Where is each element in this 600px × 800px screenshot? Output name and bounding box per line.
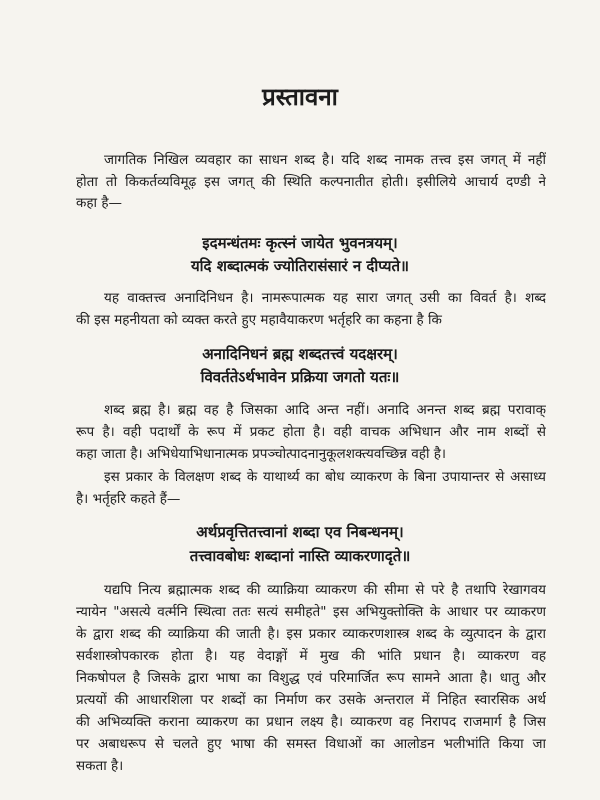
text-line: कहा जाता है। अभिधेयाभिधानात्मक प्रपञ्चोत्पादनानुकूलशक्त्यवच्छिन्न वही है। [76,446,447,462]
text-line: के द्वारा शब्द की व्याक्रिया की जाती है। इस प्रकार व्याकरणशास्त्र शब्द के व्युत्पादन के द्वारा [76,626,546,642]
text-line: पर अबाधरूप से चलते हुए भाषा की समस्त विधाओं का आलोडन भलीभांति किया जा [76,736,546,752]
text-line: यह वाक्तत्त्व अनादिनिधन है। नामरूपात्मक यह सारा जगत् उसी का विवर्त है। शब्द [104,290,546,306]
text-line: सर्वशास्त्रोपकारक होता है। यह वेदाङ्गों में मुख की भांति प्रधान है। व्याकरण वह [76,648,546,664]
text-line: रूप है। वही पदार्थों के रूप में प्रकट होता है। वही वाचक अभिधान और नाम शब्दों से [76,424,546,440]
verse-line: विवर्ततेऽर्थभावेन प्रक्रिया जगतो यतः॥ [200,368,400,386]
text-line: होता तो किकर्तव्यविमूढ़ इस जगत् की स्थिति कल्पनातीत होती। इसीलिये आचार्य दण्डी ने [76,174,546,190]
verse-line: अनादिनिधनं ब्रह्म शब्दतत्त्वं यदक्षरम्। [202,345,398,363]
text-line: यद्यपि नित्य ब्रह्मात्मक शब्द की व्याक्रिया व्याकरण की सीमा से परे है तथापि रेखागवय [104,582,546,598]
page-title: प्रस्तावना [262,83,338,111]
verse-line: इदमन्धंतमः कृत्स्नं जायेत भुवनत्रयम्। [202,234,398,252]
text-line: शब्द ब्रह्म है। ब्रह्म वह है जिसका आदि अन्त नहीं। अनादि अनन्त शब्द ब्रह्म परावाक् [104,402,546,418]
text-line: है। भर्तृहरि कहते हैं— [76,491,181,507]
verse-line: अर्थप्रवृत्तितत्त्वानां शब्दा एव निबन्धनम्। [196,523,404,541]
text-line: की इस महनीयता को व्यक्त करते हुए महावैयाकरण भर्तृहरि का कहना है कि [76,312,442,328]
text-line: इस प्रकार के विलक्षण शब्द के याथार्थ्य का बोध व्याकरण के बिना उपायान्तर से असाध्य [104,469,546,485]
text-line: जागतिक निखिल व्यवहार का साधन शब्द है। यदि शब्द नामक तत्त्व इस जगत् में नहीं [104,152,546,168]
text-line: सकता है। [76,758,124,774]
text-line: निकषोपल है जिसके द्वारा भाषा का विशुद्ध एवं परिमार्जित रूप सामने आता है। धातु और [76,670,546,686]
text-line: कहा है— [76,195,122,211]
text-line: प्रत्ययों की आधारशिला पर शब्दों का निर्माण कर उसके अन्तराल में निहित स्वारसिक अर्थ [76,692,546,708]
text-line: की अभिव्यक्ति कराना व्याकरण का प्रधान लक्ष्य है। व्याकरण वह निरापद राजमार्ग है जिस [76,714,546,730]
text-line: न्यायेन "असत्ये वर्त्मनि स्थित्वा ततः सत्यं समीहते" इस अभियुक्तोक्ति के आधार पर व्याकरण [76,604,546,620]
verse-line: यदि शब्दात्मकं ज्योतिरासंसारं न दीप्यते॥ [190,257,410,275]
verse-line: तत्त्वावबोधः शब्दानां नास्ति व्याकरणादृते॥ [189,547,411,565]
